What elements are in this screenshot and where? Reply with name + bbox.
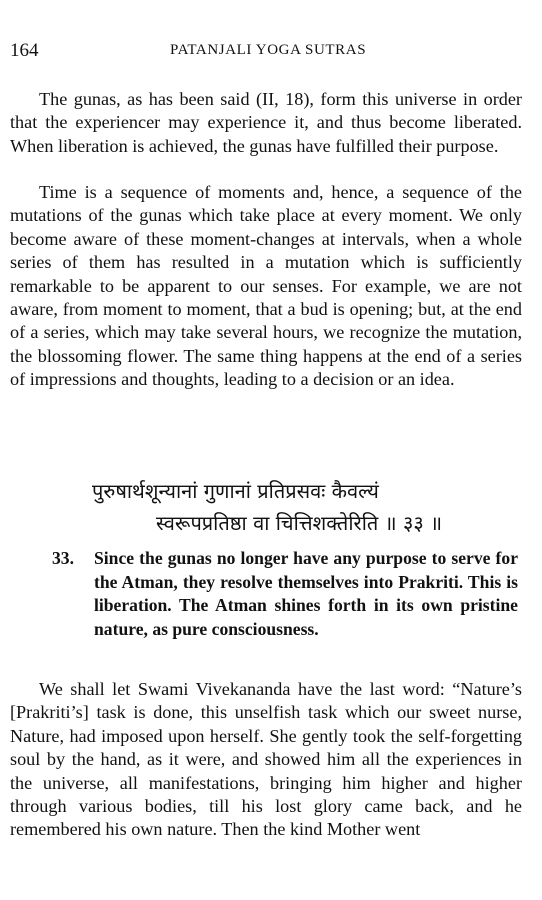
sanskrit-verse-line-2: स्वरूपप्रतिष्ठा वा चित्तिशक्तेरिति ॥ ३३ ॥ [156, 511, 443, 535]
paragraph-vivekananda-quote: We shall let Swami Vivekananda have the last word: “Nature’s [Prakriti’s] task is done, this unselfish task which our sweet nurse, Nature, had imposed upon herself. She gently took the self-forgetting soul by the hand, as it were, and showed him all the experiences in the universe, all manifestations, bringing him higher and higher through various bodies, till his lost glory came back, and he remembered his own nature. Then the kind Mother went [10, 679, 522, 840]
sanskrit-verse-line-1: पुरुषार्थशून्यानां गुणानां प्रतिप्रसवः कैवल्यं [92, 479, 379, 503]
page-header [10, 40, 532, 68]
sutra-text: Since the gunas no longer have any purpose to serve for the Atman, they resolve themselves into Prakriti. This is liberation. The Atman shines forth in its own pristine nature, as pure consciousness. [94, 548, 518, 639]
sutra-translation [52, 547, 518, 641]
sutra-number: 33. [52, 548, 74, 568]
paragraph-gunas-universe: The gunas, as has been said (II, 18), form this universe in order that the experiencer may experience it, and thus become liberated. When liberation is achieved, the gunas have fulfilled their purpose. [10, 89, 522, 156]
paragraph-time-sequence: Time is a sequence of moments and, hence, a sequence of the mutations of the gunas which take place at every moment. We only become aware of these moment-changes at intervals, when a whole series of them has resulted in a mutation which is sufficiently remarkable to be apparent to our senses. For example, we are not aware, from moment to moment, that a bud is opening; but, at the end of a series, which may take several hours, we recognize the mutation, the blossoming flower. The same thing happens at the end of a series of impressions and thoughts, leading to a decision or an idea. [10, 182, 522, 390]
page-number: 164 [10, 40, 39, 61]
running-title: PATANJALI YOGA SUTRAS [170, 42, 367, 58]
